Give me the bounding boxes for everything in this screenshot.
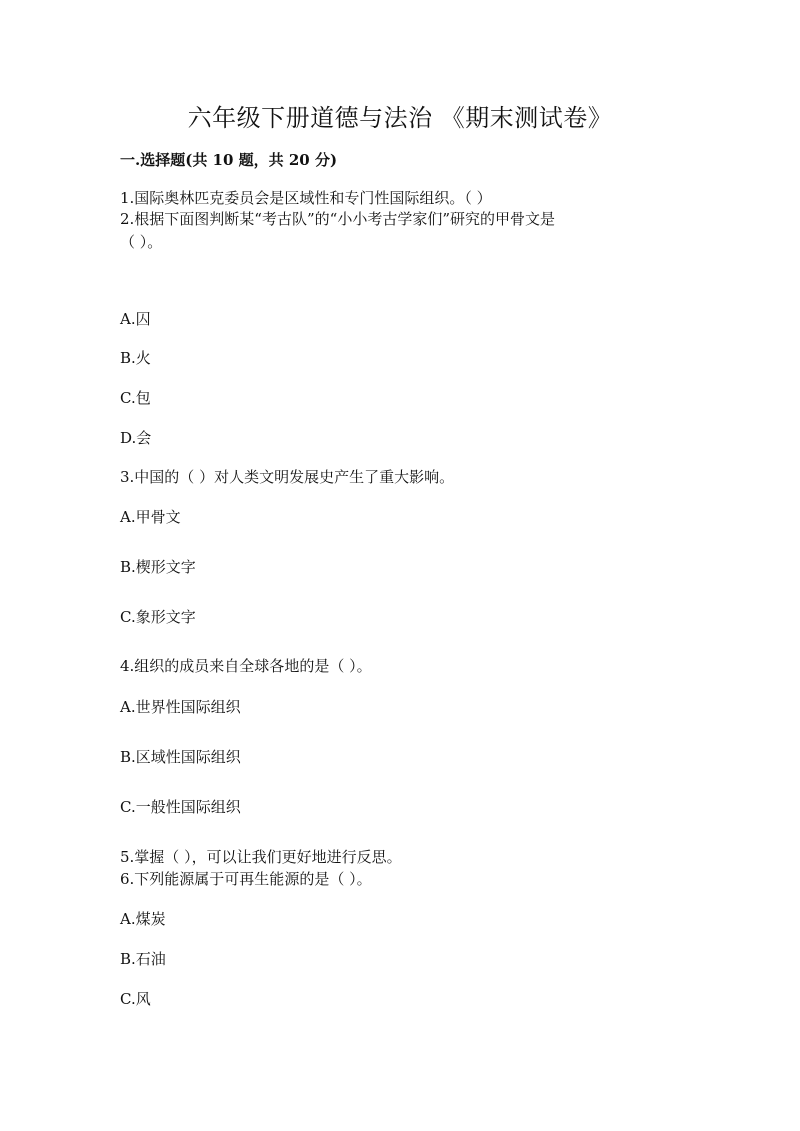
question-3-option-a: A.甲骨文 <box>120 508 181 526</box>
question-2-continuation: （ ）。 <box>120 233 163 251</box>
question-6-option-a: A.煤炭 <box>120 910 166 928</box>
question-4-option-a: A.世界性国际组织 <box>120 698 241 716</box>
section-heading: 一.选择题(共 10 题，共 20 分) <box>120 151 338 169</box>
question-6-option-b: B.石油 <box>120 950 166 968</box>
question-4-option-c: C.一般性国际组织 <box>120 798 241 816</box>
question-2-option-b: B.火 <box>120 349 151 367</box>
question-3-option-c: C.象形文字 <box>120 608 196 626</box>
page-title: 六年级下册道德与法治 《期末测试卷》 <box>187 104 613 132</box>
question-2: 2.根据下面图判断某“考古队”的“小小考古学家们”研究的甲骨文是 <box>120 210 555 228</box>
question-3-option-b: B.楔形文字 <box>120 558 196 576</box>
question-6-option-c: C.风 <box>120 990 151 1008</box>
question-4: 4.组织的成员来自全球各地的是（ ）。 <box>120 657 372 675</box>
question-2-option-c: C.包 <box>120 389 151 407</box>
question-3: 3.中国的（ ）对人类文明发展史产生了重大影响。 <box>120 468 455 486</box>
question-4-option-b: B.区域性国际组织 <box>120 748 241 766</box>
question-2-option-d: D.会 <box>120 429 152 447</box>
question-1: 1.国际奥林匹克委员会是区域性和专门性国际组织。（ ） <box>120 189 492 207</box>
question-6: 6.下列能源属于可再生能源的是（ ）。 <box>120 870 372 888</box>
question-2-option-a: A.囚 <box>120 310 151 328</box>
question-5: 5.掌握（ ），可以让我们更好地进行反思。 <box>120 848 402 866</box>
